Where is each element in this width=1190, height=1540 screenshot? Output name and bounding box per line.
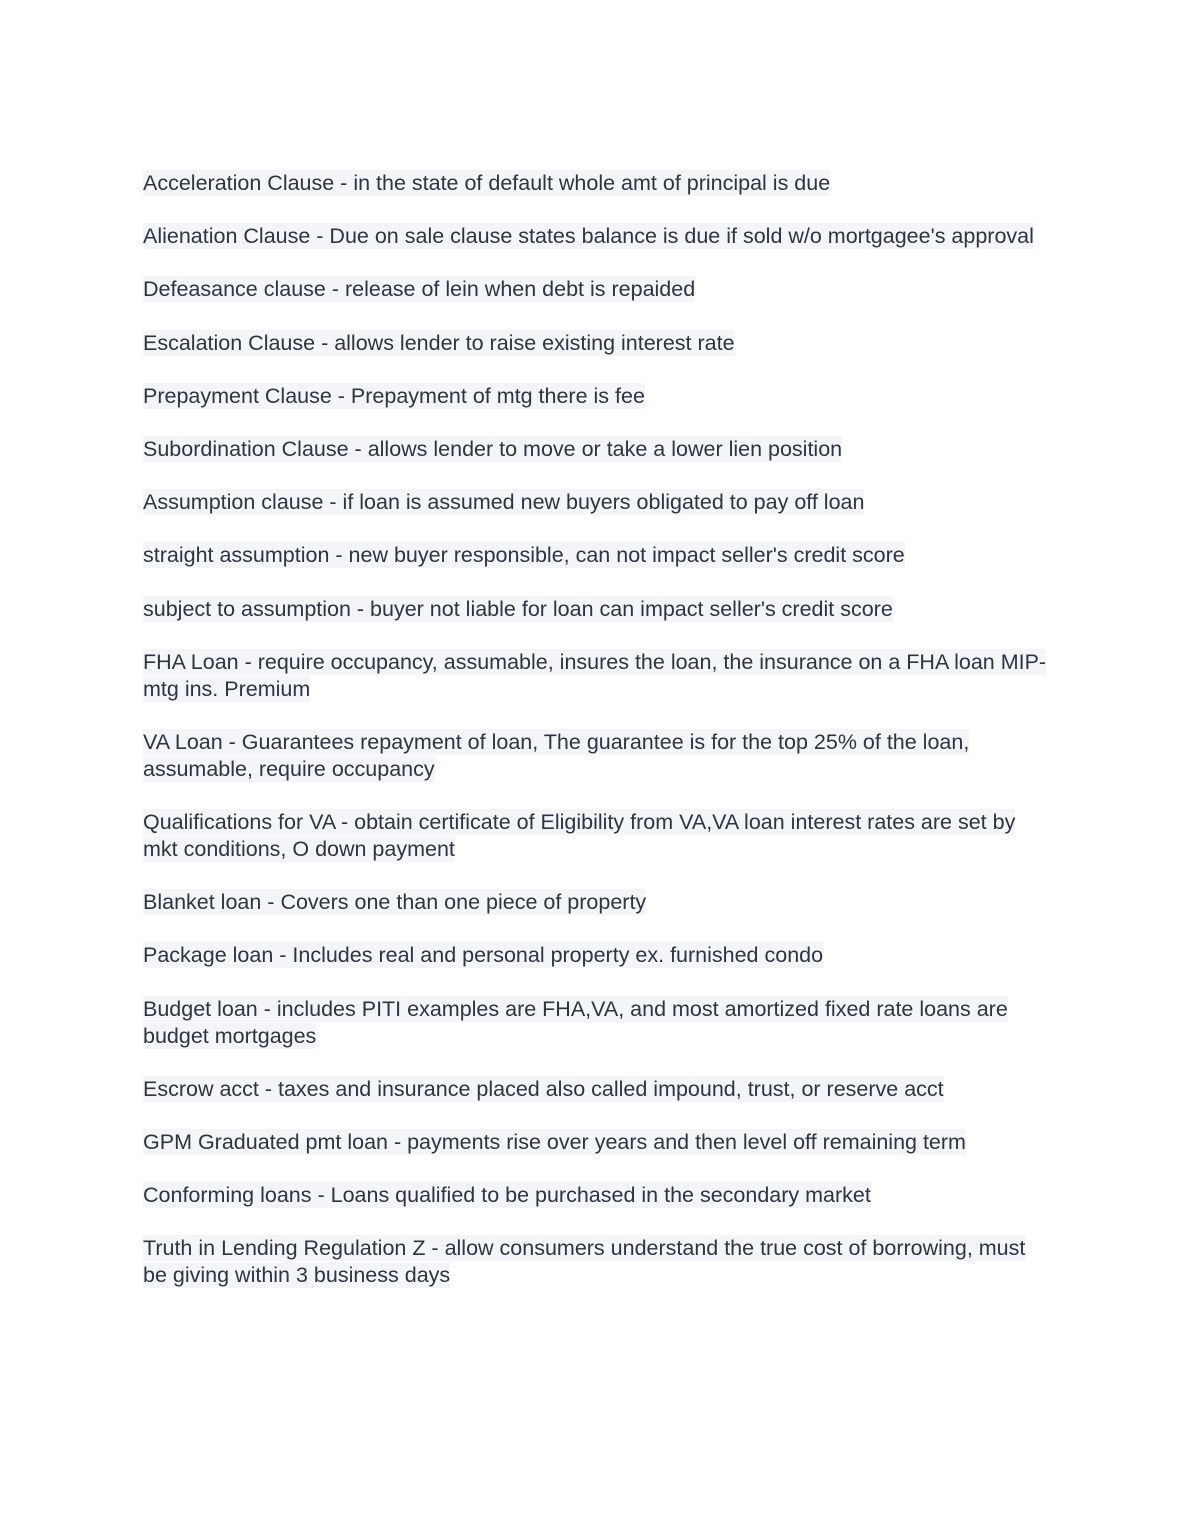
definition-qualifications-for-va: Qualifications for VA - obtain certificate of Eligibility from VA,VA loan interest rates are set by mkt conditions, O down payment [143, 810, 1016, 862]
definition-subordination-clause: Subordination Clause - allows lender to move or take a lower lien position [143, 436, 843, 461]
definition-escrow-acct: Escrow acct - taxes and insurance placed also called impound, trust, or reserve acct [143, 1076, 944, 1101]
definition-escalation-clause: Escalation Clause - allows lender to raise existing interest rate [143, 330, 735, 355]
definition-subject-to-assumption: subject to assumption - buyer not liable for loan can impact seller's credit score [143, 596, 893, 621]
definition-truth-in-lending: Truth in Lending Regulation Z - allow consumers understand the true cost of borrowing, must be giving within 3 business days [143, 1236, 1026, 1288]
definition-list [143, 170, 1053, 1316]
definition-gpm-loan: GPM Graduated pmt loan - payments rise over years and then level off remaining term [143, 1130, 966, 1154]
definition-budget-loan: Budget loan - includes PITI examples are FHA,VA, and most amortized fixed rate loans are budget mortgages [143, 996, 1008, 1048]
definition-acceleration-clause: Acceleration Clause - in the state of default whole amt of principal is due [143, 171, 831, 195]
definition-package-loan: Package loan - Includes real and personal property ex. furnished condo [143, 943, 824, 968]
definition-assumption-clause: Assumption clause - if loan is assumed new buyers obligated to pay off loan [143, 490, 865, 515]
definition-va-loan: VA Loan - Guarantees repayment of loan, The guarantee is for the top 25% of the loan, assumable, require occupancy [143, 729, 970, 781]
definition-straight-assumption: straight assumption - new buyer responsible, can not impact seller's credit score [143, 543, 905, 568]
definition-blanket-loan: Blanket loan - Covers one than one piece of property [143, 890, 647, 915]
definition-conforming-loans: Conforming loans - Loans qualified to be purchased in the secondary market [143, 1183, 871, 1208]
definition-prepayment-clause: Prepayment Clause - Prepayment of mtg there is fee [143, 383, 645, 408]
definition-alienation-clause: Alienation Clause - Due on sale clause states balance is due if sold w/o mortgagee's approval [143, 224, 1034, 249]
definition-defeasance-clause: Defeasance clause - release of lein when debt is repaided [143, 277, 696, 302]
definition-fha-loan: FHA Loan - require occupancy, assumable, insures the loan, the insurance on a FHA loan MIP- mtg ins. Premium [143, 649, 1047, 701]
